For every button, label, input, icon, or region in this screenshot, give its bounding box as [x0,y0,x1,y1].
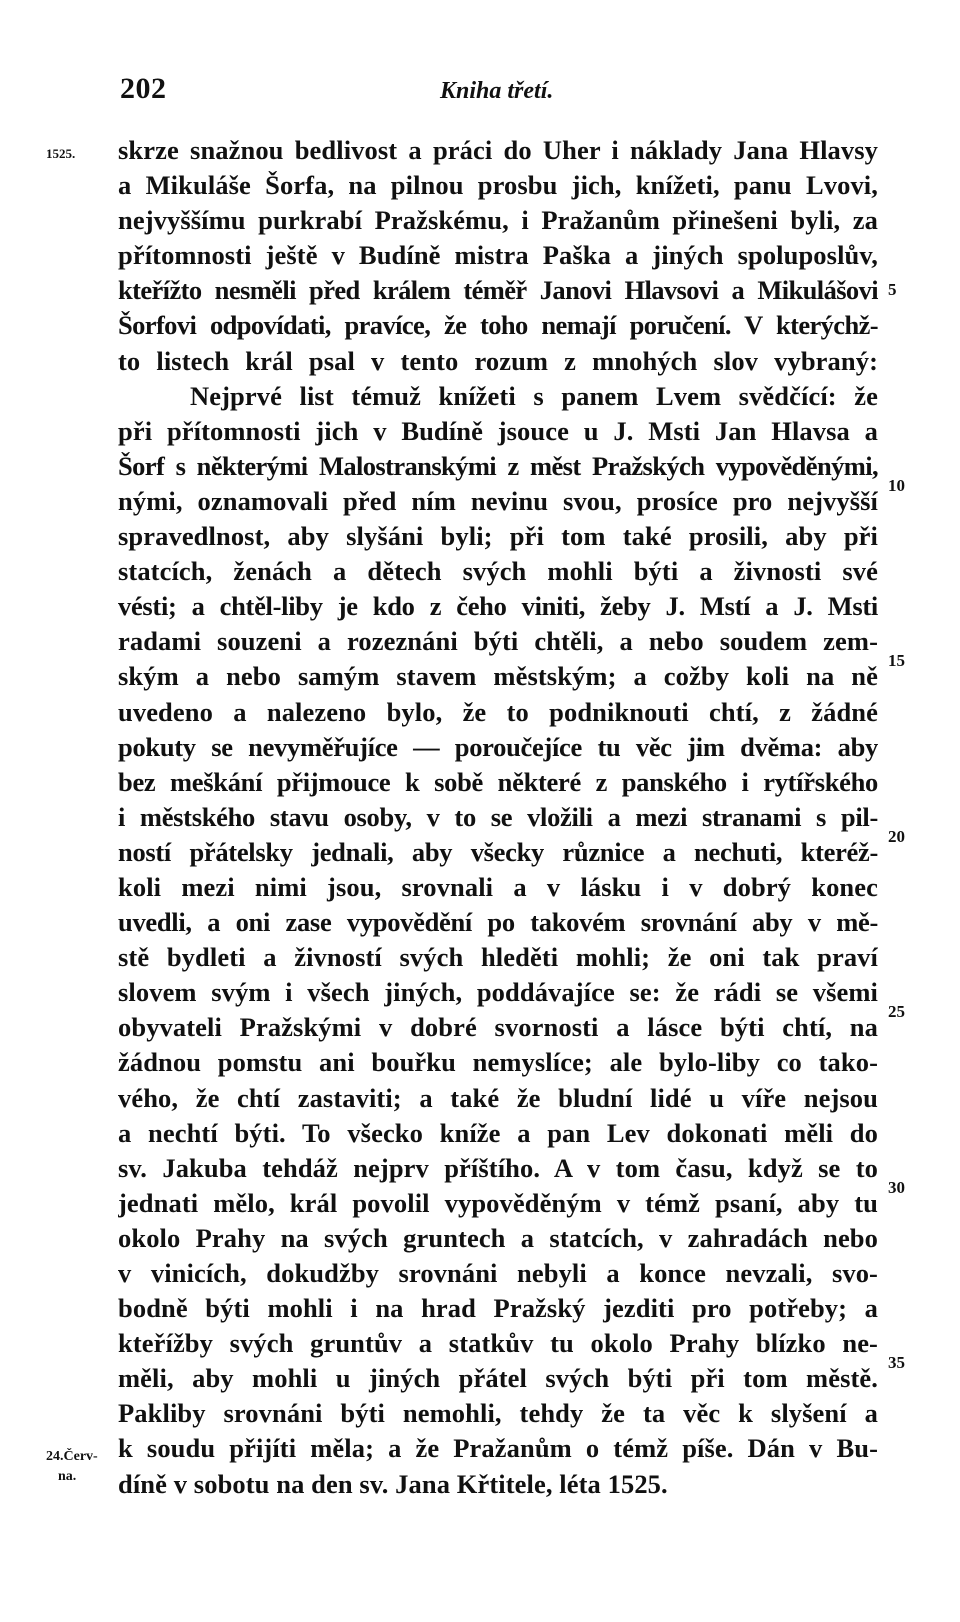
text-line: slovem svým i všech jiných, poddávajíce se: že rádi se všemi [118,977,878,1008]
text-line: bez meškání přijmouce k sobě některé z panského i rytířského [118,766,878,797]
text-line: v vinicích, dokudžby srovnáni nebyli a konce nevzali, svo- [118,1258,878,1288]
text-line: radami souzeni a rozeznáni býti chtěli, a nebo soudem zem- [118,626,878,657]
text-line: koli mezi nimi jsou, srovnali a v lásku i v dobrý konec [118,871,878,902]
text-line: díně v sobotu na den sv. Jana Křtitele, léta 1525. [118,1468,668,1499]
text-line: měli, aby mohli u jiných přátel svých býti při tom městě. [118,1363,878,1394]
text-line: Nejprvé list témuž knížeti s panem Lvem svědčící: že [190,380,878,411]
text-line: Šorfovi odpovídati, pravíce, že toho nemají poručení. V kterýchž- [118,310,878,341]
text-line: jednati mělo, král povolil vypověděným v témž psaní, aby tu [118,1187,878,1218]
running-title: Kniha třetí. [440,78,554,104]
text-line: vého, že chtí zastaviti; a také že bludní lidé u víře nejsou [118,1082,878,1113]
text-line: kteřížto nesměli před králem téměř Janovi Hlavsovi a Mikulášovi [118,275,878,306]
line-number-5: 5 [888,280,897,299]
text-line: sv. Jakuba tehdáž nejprv příštího. A v tom času, když se to [118,1152,878,1183]
text-line: stě bydleti a živností svých hleděti mohli; že oni tak praví [118,942,878,973]
text-line: uvedli, a oni zase vypovědění po takovém srovnání aby v mě- [118,907,878,938]
text-line: žádnou pomstu ani bouřku nemyslíce; ale bylo-liby co tako- [118,1047,878,1078]
text-line: vésti; a chtěl-liby je kdo z čeho viniti, žeby J. Mstí a J. Msti [118,591,878,622]
text-line: spravedlnost, aby slyšáni byli; při tom také prosili, aby při [118,521,878,552]
text-line: kteřížby svých gruntův a statkův tu okolo Prahy blízko ne- [118,1328,878,1359]
text-line: k soudu přijíti měla; a že Pražanům o témž píše. Dán v Bu- [118,1433,878,1464]
text-line: a Mikuláše Šorfa, na pilnou prosbu jich, knížeti, panu Lvovi, [118,170,878,201]
text-line: obyvateli Pražskými v dobré svornosti a lásce býti chtí, na [118,1012,878,1043]
text-line: při přítomnosti jich v Budíně jsouce u J. Msti Jan Hlavsa a [118,415,878,446]
line-number-15: 15 [888,651,905,670]
line-number-30: 30 [888,1178,905,1197]
text-line: pokuty se nevyměřujíce — poroučejíce tu věc jim dvěma: aby [118,731,878,762]
text-line: i městského stavu osoby, v to se vložili a mezi stranami s pil- [118,801,878,832]
line-number-20: 20 [888,827,905,846]
text-line: nejvyššímu purkrabí Pražskému, i Pražanům přinešeni byli, za [118,205,878,236]
text-line: a nechtí býti. To všecko kníže a pan Lev dokonati měli do [118,1117,878,1148]
text-line: ským a nebo samým stavem městským; a cožby koli na ně [118,661,878,692]
text-line: okolo Prahy na svých gruntech a statcích, v zahradách nebo [118,1222,878,1253]
text-line: Pakliby srovnáni býti nemohli, tehdy že ta věc k slyšení a [118,1398,878,1429]
text-line: to listech král psal v tento rozum z mnohých slov vybraný: [118,345,878,376]
margin-note-date-line-1: 24.Červ- [46,1449,98,1464]
text-line: skrze snažnou bedlivost a práci do Uher i náklady Jana Hlavsy [118,135,878,165]
line-number-35: 35 [888,1353,905,1372]
body-text [118,133,878,1502]
margin-note-year: 1525. [46,146,76,161]
text-line: uvedeno a nalezeno bylo, že to podniknouti chtí, z žádné [118,696,878,727]
text-line: Šorf s některými Malostranskými z měst Pražských vypověděnými, [118,450,878,481]
page-number: 202 [120,72,167,105]
text-line: ností přátelsky jednali, aby všecky různice a nechuti, kteréž- [118,836,878,867]
line-number-10: 10 [888,476,905,495]
line-number-25: 25 [888,1002,905,1021]
text-line: přítomnosti ještě v Budíně mistra Paška a jiných spoluposlův, [118,240,878,271]
margin-note-date-line-2: na. [58,1469,77,1484]
text-line: nými, oznamovali před ním nevinu svou, prosíce pro nejvyšší [118,485,878,516]
text-line: statcích, ženách a dětech svých mohli býti a živnosti své [118,556,878,587]
text-line: bodně býti mohli i na hrad Pražský jezditi pro potřeby; a [118,1293,878,1324]
